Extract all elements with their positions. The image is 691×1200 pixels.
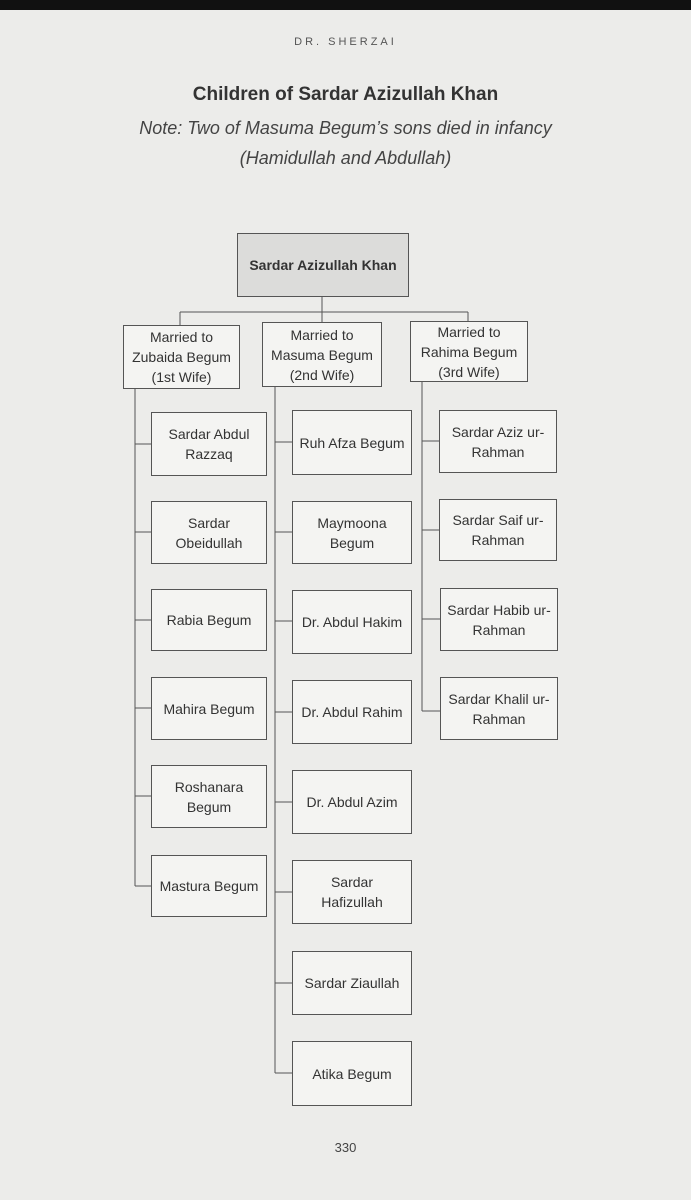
child-node: Sardar Khalil ur- Rahman [440, 677, 558, 740]
wife-node-1: Married to Zubaida Begum (1st Wife) [123, 325, 240, 389]
note-line-1: Note: Two of Masuma Begum’s sons died in infancy [139, 118, 552, 138]
child-node: Sardar Hafizullah [292, 860, 412, 924]
running-header: DR. SHERZAI [294, 36, 397, 48]
child-node: Dr. Abdul Azim [292, 770, 412, 834]
child-node: Sardar Abdul Razzaq [151, 412, 267, 476]
child-node: Rabia Begum [151, 589, 267, 651]
page-number: 330 [334, 1140, 357, 1155]
wife-node-2: Married to Masuma Begum (2nd Wife) [262, 322, 382, 387]
child-node: Sardar Obeidullah [151, 501, 267, 564]
root-node: Sardar Azizullah Khan [237, 233, 409, 297]
child-node: Maymoona Begum [292, 501, 412, 564]
child-node: Dr. Abdul Hakim [292, 590, 412, 654]
child-node: Dr. Abdul Rahim [292, 680, 412, 744]
child-node: Ruh Afza Begum [292, 410, 412, 475]
child-node: Roshanara Begum [151, 765, 267, 828]
child-node: Mahira Begum [151, 677, 267, 740]
note-line-2: (Hamidullah and Abdullah) [239, 148, 452, 168]
child-node: Mastura Begum [151, 855, 267, 917]
chart-title: Children of Sardar Azizullah Khan [192, 84, 499, 105]
child-node: Sardar Saif ur- Rahman [439, 499, 557, 561]
child-node: Sardar Ziaullah [292, 951, 412, 1015]
child-node: Atika Begum [292, 1041, 412, 1106]
child-node: Sardar Aziz ur- Rahman [439, 410, 557, 473]
child-node: Sardar Habib ur- Rahman [440, 588, 558, 651]
wife-node-3: Married to Rahima Begum (3rd Wife) [410, 321, 528, 382]
